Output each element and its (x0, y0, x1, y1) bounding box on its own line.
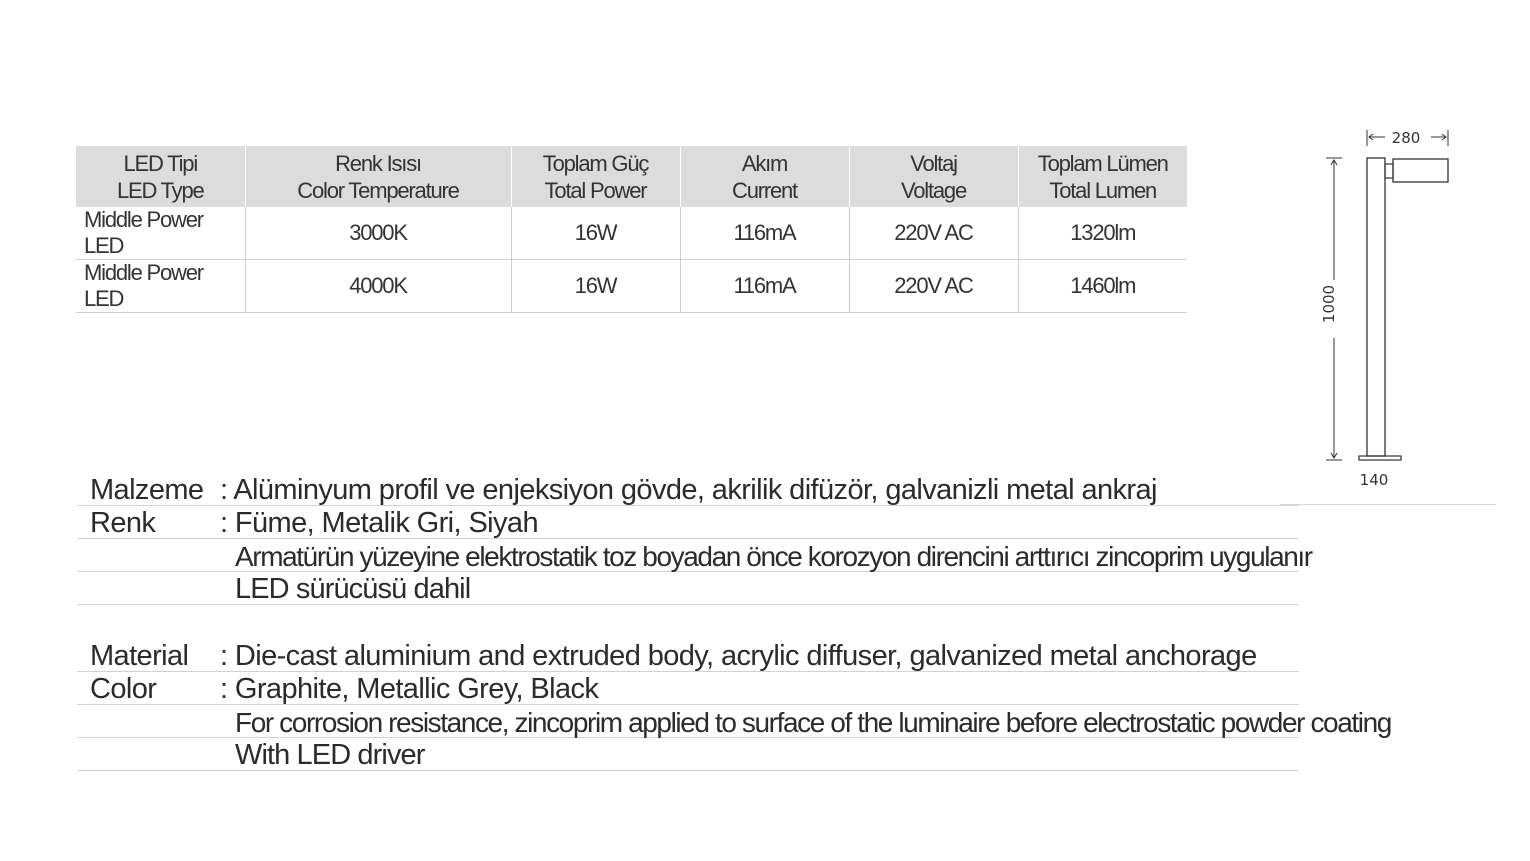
spec-line-color-en (77, 671, 1299, 705)
material-value: : Die-cast aluminium and extruded body, acrylic diffuser, galvanized metal anchorage (220, 640, 1257, 672)
spec-line-color-tr (77, 505, 1299, 539)
base-dim-label: 140 (1359, 471, 1389, 489)
height-dim-label: 1000 (1320, 284, 1338, 324)
table-row (76, 260, 1187, 313)
table-row (76, 207, 1187, 260)
header-voltage (849, 146, 1018, 207)
cell-led-type: Middle Power LED (76, 207, 245, 260)
cell-total-power: 16W (511, 207, 680, 260)
cell-voltage: 220V AC (849, 207, 1018, 260)
cell-total-lumen: 1460lm (1018, 260, 1187, 313)
header-total-lumen (1018, 146, 1187, 207)
height-dimension (1320, 158, 1342, 460)
header-en: Voltage (900, 177, 966, 203)
pole-outline (1359, 158, 1448, 460)
width-dim-label: 280 (1391, 129, 1421, 147)
header-tr: Toplam Lümen (1037, 150, 1168, 176)
cell-total-lumen: 1320lm (1018, 207, 1187, 260)
spec-line-note-tr-2 (77, 571, 1299, 605)
cell-current: 116mA (680, 260, 849, 313)
color-value: : Graphite, Metallic Grey, Black (220, 673, 599, 705)
spec-line-note-en-2 (77, 737, 1299, 771)
header-total-power (511, 146, 680, 207)
product-dimension-drawing (1300, 120, 1500, 510)
material-label: Material (90, 640, 189, 672)
header-en: Total Lumen (1049, 177, 1157, 203)
spec-note: For corrosion resistance, zincoprim applied to surface of the luminaire before electrostatic powder coating (235, 707, 1391, 738)
color-label: Color (90, 673, 157, 705)
header-tr: Akım (741, 150, 788, 176)
spec-note: LED sürücüsü dahil (235, 573, 471, 605)
spec-line-note-tr-1 (77, 538, 1312, 572)
color-label: Renk (90, 507, 156, 539)
header-tr: Renk Isısı (335, 150, 421, 176)
cell-led-type: Middle Power LED (76, 260, 245, 313)
drawing-separator (1280, 504, 1496, 505)
spec-table (76, 146, 1187, 313)
header-en: Total Power (544, 177, 647, 203)
cell-voltage: 220V AC (849, 260, 1018, 313)
header-en: Color Temperature (297, 177, 459, 203)
spec-line-material-tr (77, 472, 1299, 506)
spec-line-material-en (77, 638, 1299, 672)
spec-line-note-en-1 (77, 704, 1391, 738)
spec-note: Armatürün yüzeyine elektrostatik toz boyadan önce korozyon direncini arttırıcı zincoprim uygulanır (235, 541, 1312, 572)
cell-color-temperature: 3000K (245, 207, 511, 260)
width-dimension (1367, 129, 1448, 147)
header-led-type (76, 146, 245, 207)
header-en: LED Type (116, 177, 204, 203)
header-en: Current (732, 177, 797, 203)
material-label: Malzeme (90, 474, 204, 506)
header-tr: Voltaj (910, 150, 957, 176)
cell-total-power: 16W (511, 260, 680, 313)
table-header-row (76, 146, 1187, 207)
cell-current: 116mA (680, 207, 849, 260)
material-value: : Alüminyum profil ve enjeksiyon gövde, akrilik difüzör, galvanizli metal ankraj (220, 474, 1157, 506)
cell-color-temperature: 4000K (245, 260, 511, 313)
spec-note: With LED driver (235, 739, 425, 771)
color-value: : Füme, Metalik Gri, Siyah (220, 507, 538, 539)
header-tr: Toplam Güç (542, 150, 649, 176)
header-tr: LED Tipi (123, 150, 198, 176)
header-current (680, 146, 849, 207)
header-color-temperature (245, 146, 511, 207)
